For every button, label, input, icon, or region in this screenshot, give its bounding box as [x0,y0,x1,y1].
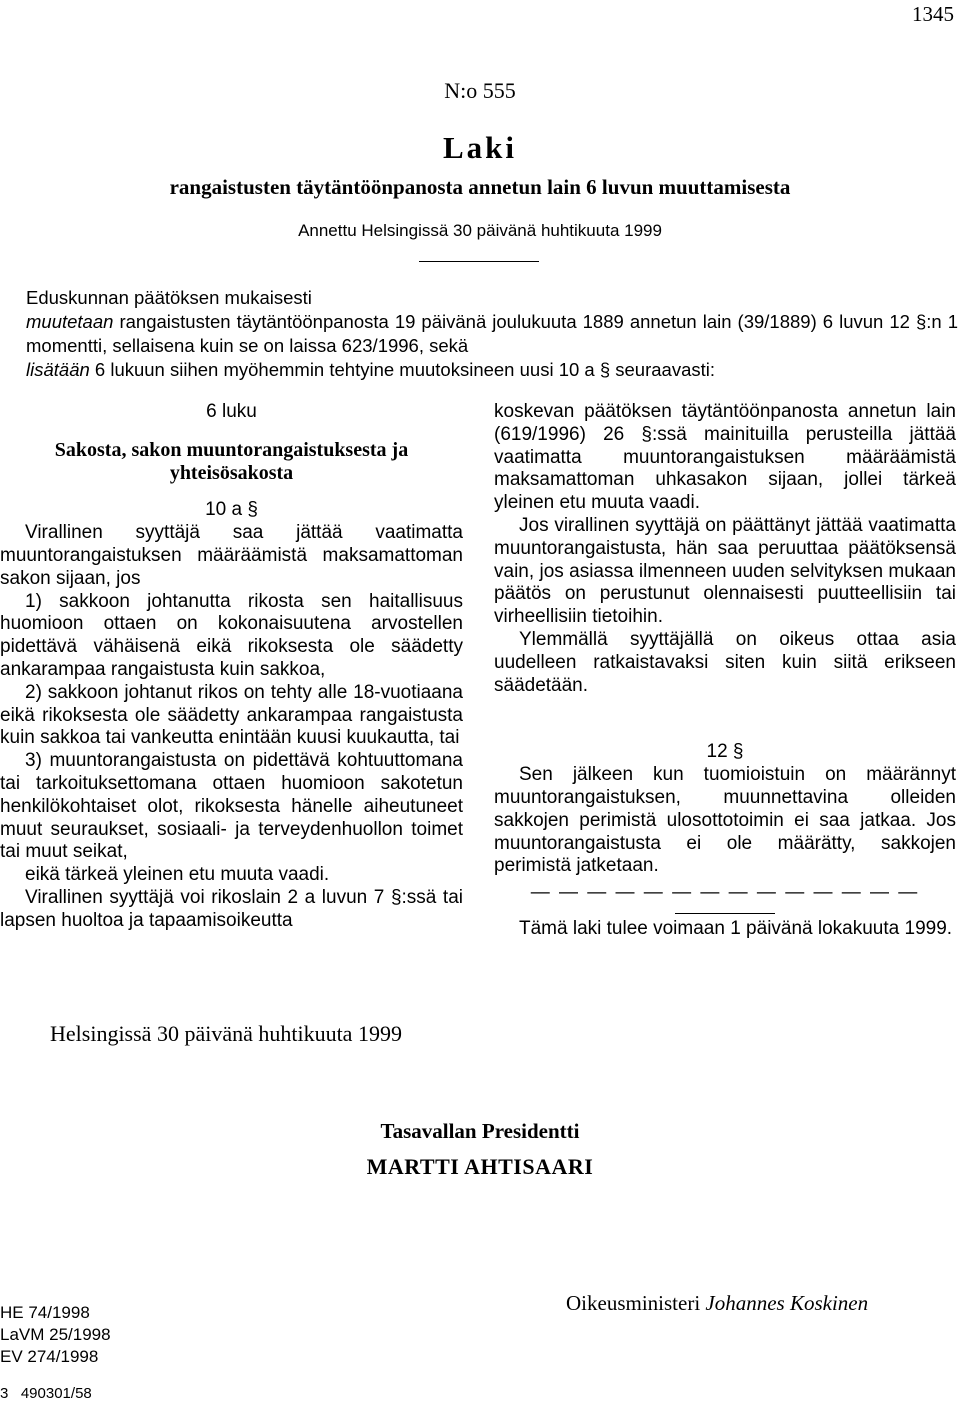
page-number: 1345 [912,2,954,26]
document-number: N:o 555 [444,78,516,103]
omission-dashes: — — — — — — — — — — — — — — [530,882,920,904]
add-text: 6 lukuun siihen myöhemmin tehtyine muutoksineen uusi 10 a § seuraavasti: [89,359,716,380]
right-column [494,401,956,941]
section-10a-condition: eikä tärkeä yleinen etu muuta vaadi. [25,864,330,886]
entry-into-force: Tämä laki tulee voimaan 1 päivänä lokakuuta 1999. [519,917,953,939]
section-10a-paragraph-4: Ylemmällä syyttäjällä on oikeus ottaa asia uudelleen ratkaistavaksi siten kuin siitä erikseen säädetään. [494,628,956,696]
print-code: 3 490301/58 [0,1385,92,1402]
president-name: MARTTI AHTISAARI [366,1154,594,1179]
section-12-paragraph: Sen jälkeen kun tuomioistuin on määrännyt muuntorangaistuksen, muunnettavina olleiden sakkojen perimistä ulosottotoimin ei saa jatkaa. Jos muuntorangaistusta ei ole määrätty, sakkojen perimistä jatketaan. [494,764,956,877]
law-subtitle: rangaistusten täytäntöönpanosta annetun lain 6 luvun muuttamisesta [169,175,791,199]
amend-text: rangaistusten täytäntöönpanosta 19 päivänä joulukuuta 1889 annetun lain (39/1889) 6 luvun 12 §:n 1 momentti, sellaisena kuin se on laissa 623/1996, sekä [26,311,958,356]
reference-item: LaVM 25/1998 [0,1325,111,1344]
left-column [0,401,463,933]
given-date: Annettu Helsingissä 30 päivänä huhtikuuta 1999 [298,221,662,240]
section-10a-paragraph-2-start: Virallinen syyttäjä voi rikoslain 2 a luvun 7 §:ssä tai lapsen huoltoa ja tapaamisoikeutta [0,886,463,931]
add-keyword: lisätään [26,359,90,380]
reference-item: HE 74/1998 [0,1303,90,1322]
minister-name: Johannes Koskinen [705,1291,869,1315]
president-title: Tasavallan Presidentti [380,1119,580,1143]
preamble-amend [26,310,958,358]
section-10a-heading: 10 a § [205,499,258,521]
preamble-intro: Eduskunnan päätöksen mukaisesti [26,287,312,308]
section-10a-item-2: 2) sakkoon johtanut rikos on tehty alle 18-vuotiaana eikä rikoksesta ole säädetty ankarampaa rangaistusta kuin sakkoa tai vankeutta enintään kuusi kuukautta, tai [0,681,463,749]
section-divider [675,913,775,914]
preamble-add [26,358,958,382]
amend-keyword: muutetaan [26,311,114,332]
header-divider [419,261,539,262]
references [0,1302,111,1368]
section-10a-paragraph-3: Jos virallinen syyttäjä on päättänyt jättää vaatimatta muuntorangaistusta, hän saa peruuttaa päätöksensä vain, jos asiassa ilmenneen uuden selvityksen mukaan päätös on perustunut olennaisesti puutteellisiin tai virheellisiin tietoihin. [494,514,956,628]
law-title: Laki [442,130,518,165]
section-12-heading: 12 § [706,741,744,763]
preamble [26,286,958,382]
chapter-heading: Sakosta, sakon muuntorangaistuksesta ja yhteisösakosta [54,438,409,484]
reference-item: EV 274/1998 [0,1347,99,1366]
minister-signature [566,1291,868,1316]
section-10a-paragraph-2-end: koskevan päätöksen täytäntöönpanosta annetun lain (619/1996) 26 §:ssä mainituilla perusteilla jättää vaatimatta muuntorangaistuksen määräämistä maksamattoman uhkasakon sijaan, jollei tärkeä yleinen etu muuta vaadi. [494,401,956,514]
chapter-number: 6 luku [206,401,257,422]
section-10a-paragraph-1: Virallinen syyttäjä saa jättää vaatimatta muuntorangaistuksen määräämistä maksamattoman sakon sijaan, jos [0,522,463,589]
section-10a-item-1: 1) sakkoon johtanutta rikosta sen haitallisuus huomioon ottaen on kokonaisuutena arvostellen pidettävä vähäisenä eikä rikoksesta ole säädetty ankarampaa rangaistusta kuin sakkoa, [0,590,463,680]
section-10a-item-3: 3) muuntorangaistusta on pidettävä kohtuuttomana tai tarkoituksettomana ottaen huomioon sakotetun henkilökohtaiset olot, rikoksesta hänelle aiheutuneet muut seuraukset, sosiaali- ja terveydenhuollon toimet tai muut seikat, [0,750,463,863]
signing-place-date: Helsingissä 30 päivänä huhtikuuta 1999 [50,1021,402,1046]
minister-title: Oikeusministeri [566,1291,706,1315]
